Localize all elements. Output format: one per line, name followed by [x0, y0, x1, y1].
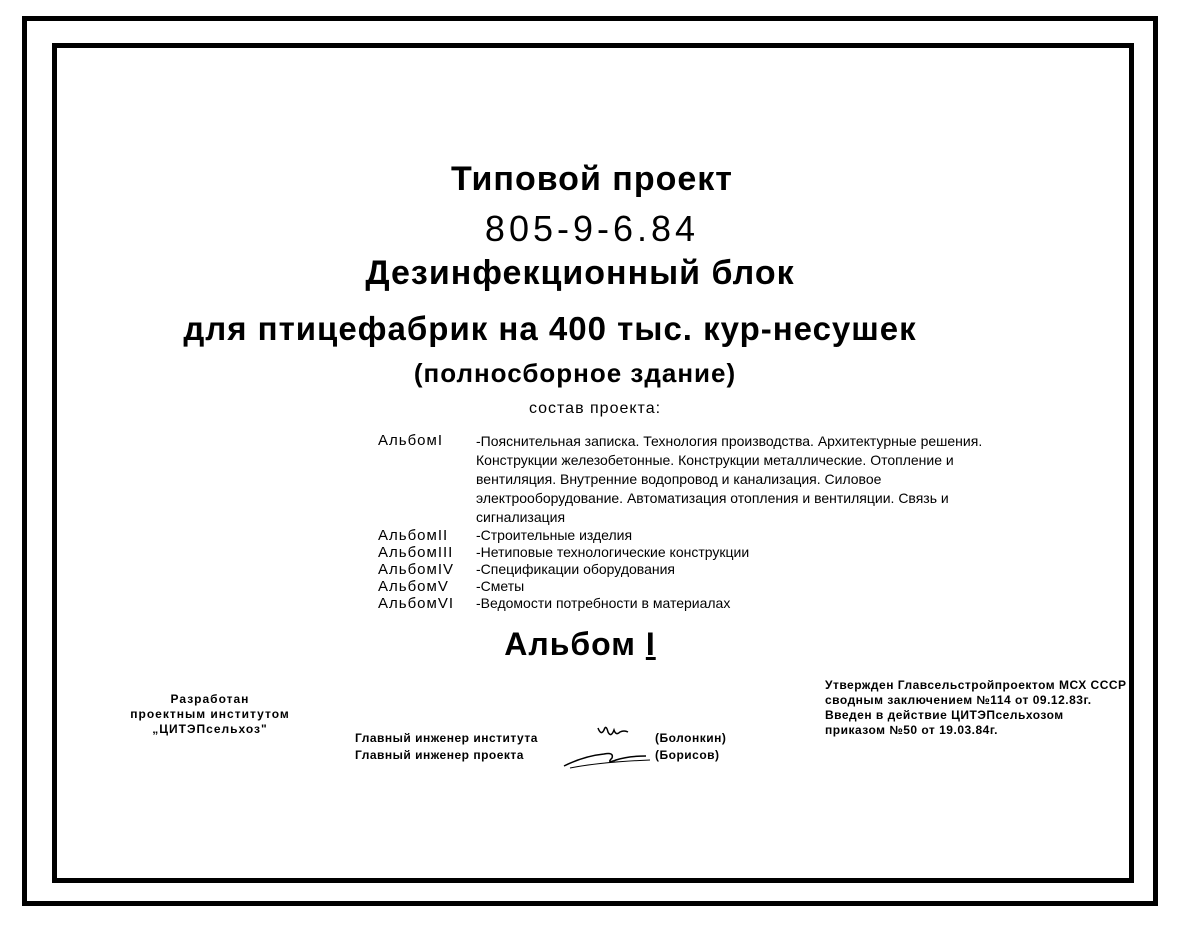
title-block-name: Дезинфекционный блок	[365, 254, 795, 292]
approval-line: сводным заключением №114 от 09.12.83г.	[825, 693, 1092, 707]
developer-block	[100, 692, 320, 737]
signature-name: (Борисов)	[655, 748, 720, 762]
developer-line: „ЦИТЭПсельхоз"	[152, 722, 268, 736]
signature-row	[355, 747, 726, 764]
album-row	[378, 544, 1006, 561]
album-row	[378, 432, 1006, 527]
album-list	[378, 432, 1006, 612]
approval-line: приказом №50 от 19.03.84г.	[825, 723, 998, 737]
album-description: -Ведомости потребности в материалах	[476, 595, 731, 611]
album-row	[378, 561, 1006, 578]
album-label: АльбомIII	[378, 544, 454, 561]
album-label: АльбомII	[378, 527, 449, 544]
album-label: АльбомI	[378, 432, 443, 449]
approval-line: Утвержден Главсельстройпроектом МСХ СССР	[825, 678, 1127, 692]
developer-line: Разработан	[170, 692, 250, 706]
handwritten-signature	[560, 722, 660, 774]
signature-block	[355, 730, 726, 764]
album-label: АльбомVI	[378, 595, 454, 612]
album-description: -Пояснительная записка. Технология производства. Архитектурные решения. Конструкции железобетонные. Конструкции металлические. Отопление и вентиляция. Внутренние водопровод и канализация. Силовое электрооборудование. Автоматизация отопления и вентиляции. Связь и сигнализация	[476, 433, 983, 525]
developer-line: проектным институтом	[130, 707, 290, 721]
album-label: АльбомV	[378, 578, 449, 595]
current-album-word: Альбом	[504, 626, 636, 662]
title-purpose: для птицефабрик на 400 тыс. кур-несушек	[183, 310, 917, 347]
project-code: 805-9-6.84	[484, 208, 700, 249]
signature-role: Главный инженер института	[355, 731, 538, 745]
album-label: АльбомIV	[378, 561, 454, 578]
album-description: -Спецификации оборудования	[476, 561, 675, 577]
signature-role: Главный инженер проекта	[355, 748, 524, 762]
current-album-number: I	[645, 626, 656, 662]
album-description: -Строительные изделия	[476, 527, 633, 543]
signature-row	[355, 730, 726, 747]
approval-line: Введен в действие ЦИТЭПсельхозом	[825, 708, 1064, 722]
album-row	[378, 527, 1006, 544]
composition-heading: состав проекта:	[528, 400, 662, 417]
signature-name: (Болонкин)	[655, 731, 727, 745]
album-description: -Нетиповые технологические конструкции	[476, 544, 750, 560]
album-row	[378, 595, 1006, 612]
approval-block	[825, 678, 1127, 738]
title-typical-project: Типовой проект	[451, 160, 733, 198]
album-row	[378, 578, 1006, 595]
current-album-title	[0, 626, 1160, 663]
title-building-type: (полносборное здание)	[413, 358, 737, 388]
album-description: -Сметы	[476, 578, 525, 594]
